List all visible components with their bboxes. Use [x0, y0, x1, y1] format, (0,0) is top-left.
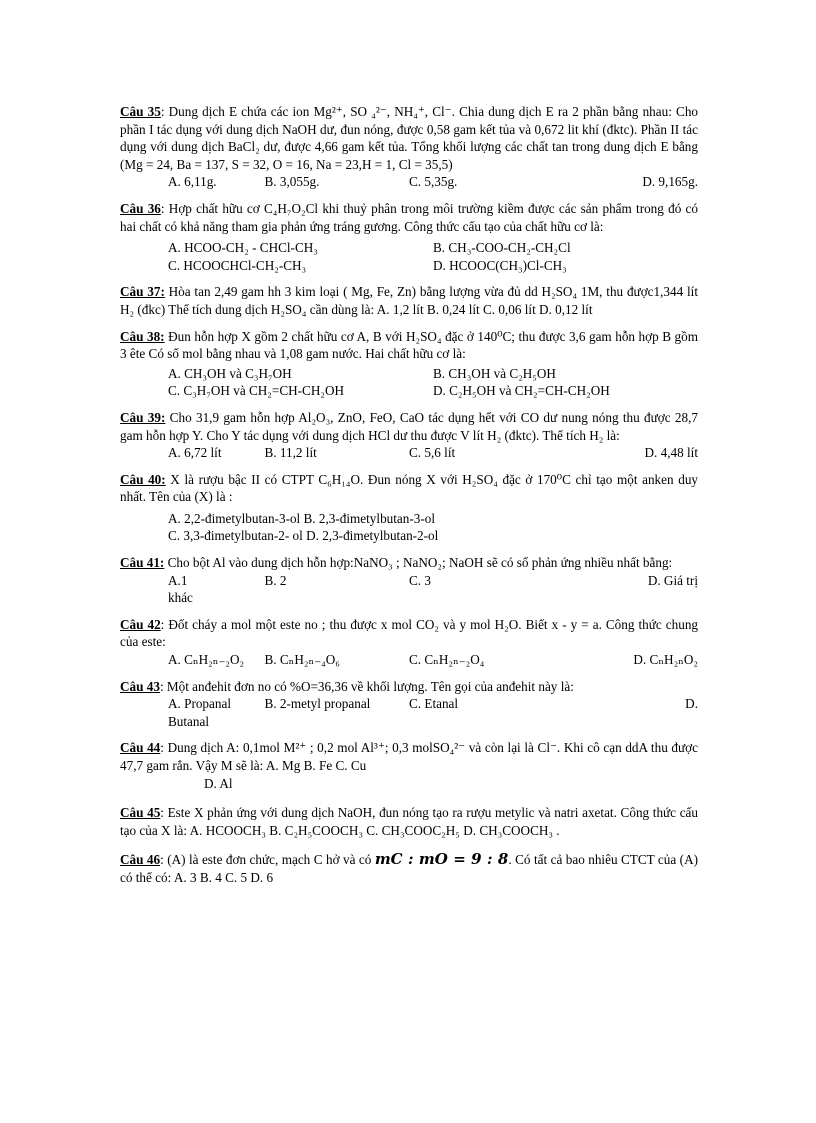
question-text: Đun hỗn hợp X gồm 2 chất hữu cơ A, B với H₂SO₄ đặc ở 140⁰C; thu được 3,6 gam hỗn hợp B gồm 3 ête Có số mol bằng nhau và 1,08 gam nước. Hai chất hữu cơ là:	[120, 328, 699, 362]
option-d: D. 4,48 lít	[644, 445, 698, 461]
question-number: Câu 38:	[120, 328, 165, 344]
question-text: : Một anđehit đơn no có %O=36,36 về khối lượng. Tên gọi của anđehit này là:	[159, 678, 574, 694]
question-number: Câu 42	[120, 616, 161, 632]
option-c: C. Etanal	[409, 696, 459, 712]
options-row	[120, 239, 698, 257]
question-text: : Este X phản ứng với dung dịch NaOH, đun nóng tạo ra rượu metylic và natri axetat. Công thức cấu tạo của X là: A. HCOOCH₃ B. C₂H₅COOCH₃ C. CH₃COOC₂H₅ D. CH₃COOCH₃ .	[120, 805, 698, 838]
option-c: C. 5,6 lít	[409, 445, 456, 461]
question-number: Câu 46	[120, 852, 161, 868]
options-row	[120, 572, 698, 590]
option-d: D. Giá trị	[647, 572, 698, 588]
options-row	[120, 651, 698, 669]
option-d: D. 9,165g.	[642, 174, 698, 190]
option-line-1: A. 2,2-đimetylbutan-3-ol B. 2,3-đimetylbutan-3-ol	[168, 510, 436, 526]
question-number: Câu 45	[120, 805, 161, 821]
option-line-2: C. 3,3-đimetylbutan-2- ol D. 2,3-đimetylbutan-2-ol	[168, 528, 439, 544]
option-a: A. CH₃OH và C₃H₇OH	[168, 365, 292, 381]
option-b: B. 3,055g.	[264, 174, 320, 190]
question-text: : Đốt cháy a mol một este no ; thu được x mol CO₂ và y mol H₂O. Biết x - y = a. Công thức chung của este:	[120, 616, 699, 650]
question-number: Câu 37:	[120, 284, 165, 300]
option-a: A. 6,72 lít	[168, 445, 222, 461]
ratio-formula: mC : mO = 9 : 8	[374, 850, 509, 869]
option-c: C. 5,35g.	[409, 174, 458, 190]
question-37	[120, 283, 698, 318]
question-43	[120, 678, 698, 731]
option-d: D.	[685, 696, 698, 712]
option-b: B. CH₃-COO-CH₂-CH₂Cl	[433, 240, 571, 256]
question-number: Câu 39:	[120, 409, 166, 425]
options-row	[120, 382, 698, 400]
options-row	[120, 173, 698, 191]
question-39	[120, 409, 698, 462]
option-b: B. 2-metyl propanal	[264, 696, 371, 712]
option-a: A.1	[168, 572, 188, 588]
option-a: A. CₙH₂ₙ₋₂O₂	[168, 652, 245, 668]
question-number: Câu 35	[120, 104, 161, 119]
option-b: B. 2	[264, 572, 287, 588]
option-c: C. C₃H₇OH và CH₂=CH-CH₂OH	[168, 383, 345, 399]
option-b: B. 11,2 lít	[264, 445, 317, 461]
question-35	[120, 103, 698, 191]
options-row	[120, 695, 698, 713]
option-d: D. HCOOC(CH₃)Cl-CH₃	[433, 257, 567, 273]
question-text: : (A) là este đơn chức, mạch C hở và có	[160, 852, 375, 868]
option-a: A. Propanal	[168, 696, 231, 712]
options-row	[120, 444, 698, 462]
question-text: Hòa tan 2,49 gam hh 3 kim loại ( Mg, Fe, Zn) bằng lượng vừa đủ dd H₂SO₄ 1M, thu được1,344 lít H₂ (đkc) Thể tích dung dịch H₂SO₄ cần dùng là: A. 1,2 lít B. 0,24 lít C. 0,06 lít D. 0,12 lít	[120, 284, 698, 317]
option-c: C. CₙH₂ₙ₋₂O₄	[409, 652, 485, 668]
question-text: : Hợp chất hữu cơ C₄H₇O₂Cl khi thuỷ phân trong môi trường kiềm được các sản phẩm trong đó có hai chất có khả năng tham gia phản ứng tráng gương. Công thức cấu tạo của chất hữu cơ là:	[120, 200, 698, 234]
question-46	[120, 851, 698, 886]
question-44	[120, 739, 698, 792]
option-d: D. Al	[204, 775, 233, 791]
question-number: Câu 36	[120, 200, 161, 216]
question-40	[120, 471, 698, 545]
question-45	[120, 804, 698, 839]
option-a: A. 6,11g.	[168, 174, 217, 190]
option-d: D. CₙH₂ₙO₂	[633, 652, 698, 668]
question-text: : Dung dịch A: 0,1mol M²⁺ ; 0,2 mol Al³⁺; 0,3 molSO₄²⁻ và còn lại là Cl⁻. Khi cô cạn ddA thu được 47,7 gam rắn. Vậy M sẽ là: A. Mg B. Fe C. Cu	[120, 740, 698, 773]
question-number: Câu 43	[120, 678, 160, 694]
question-text: X là rượu bậc II có CTPT C₆H₁₄O. Đun nóng X với H₂SO₄ đặc ở 170⁰C chỉ tạo một anken duy nhất. Tên của (X) là :	[120, 471, 699, 505]
option-d: D. C₂H₅OH và CH₂=CH-CH₂OH	[433, 383, 610, 399]
options-row	[120, 257, 698, 275]
question-text: : Dung dịch E chứa các ion Mg²⁺, SO ₄²⁻, NH₄⁺, Cl⁻. Chia dung dịch E ra 2 phần bằng nhau: Cho phần I tác dụng với dung dịch NaOH dư, đun nóng, được 0,58 gam kết tủa và 0,672 lit khí (đktc). Phần II tác dụng với dung dịch BaCl₂ dư, được 4,66 gam kết tủa. Tổng khối lượng các chất tan trong dung dịch E bằng (Mg = 24, Ba = 137, S = 32, O = 16, Na = 23,H = 1, Cl = 35,5)	[120, 104, 699, 172]
question-36	[120, 200, 698, 274]
option-c: C. HCOOCHCl-CH₂-CH₃	[168, 257, 307, 273]
option-c: C. 3	[409, 572, 431, 588]
question-number: Câu 44	[120, 740, 161, 756]
option-b: B. CₙH₂ₙ₋₄O₆	[264, 652, 340, 668]
question-number: Câu 41:	[120, 555, 165, 571]
question-42	[120, 616, 698, 669]
question-41	[120, 554, 698, 607]
option-b: B. CH₃OH và C₂H₅OH	[433, 365, 556, 381]
option-a: A. HCOO-CH₂ - CHCl-CH₃	[168, 240, 318, 256]
option-d-continued: khác	[168, 590, 193, 606]
question-number: Câu 40:	[120, 471, 166, 487]
options-row	[120, 365, 698, 383]
question-38	[120, 328, 698, 400]
question-text: Cho 31,9 gam hỗn hợp Al₂O₃, ZnO, FeO, CaO tác dụng hết với CO dư nung nóng thu được 28,7 gam hỗn hợp Y. Cho Y tác dụng với dung dịch HCl dư thu được V lít H₂ (đktc). Thể tích H₂ là:	[120, 409, 699, 443]
exam-page	[120, 103, 698, 896]
question-text: Cho bột Al vào dung dịch hỗn hợp:NaNO₃ ; NaNO₂; NaOH sẽ có số phản ứng nhiều nhất bằng:	[164, 555, 673, 571]
option-d-continued: Butanal	[168, 713, 210, 729]
question-text-continued: . Có tất cả bao nhiêu CTCT của (A) có thể có: A. 3 B. 4 C. 5 D. 6	[120, 852, 698, 885]
